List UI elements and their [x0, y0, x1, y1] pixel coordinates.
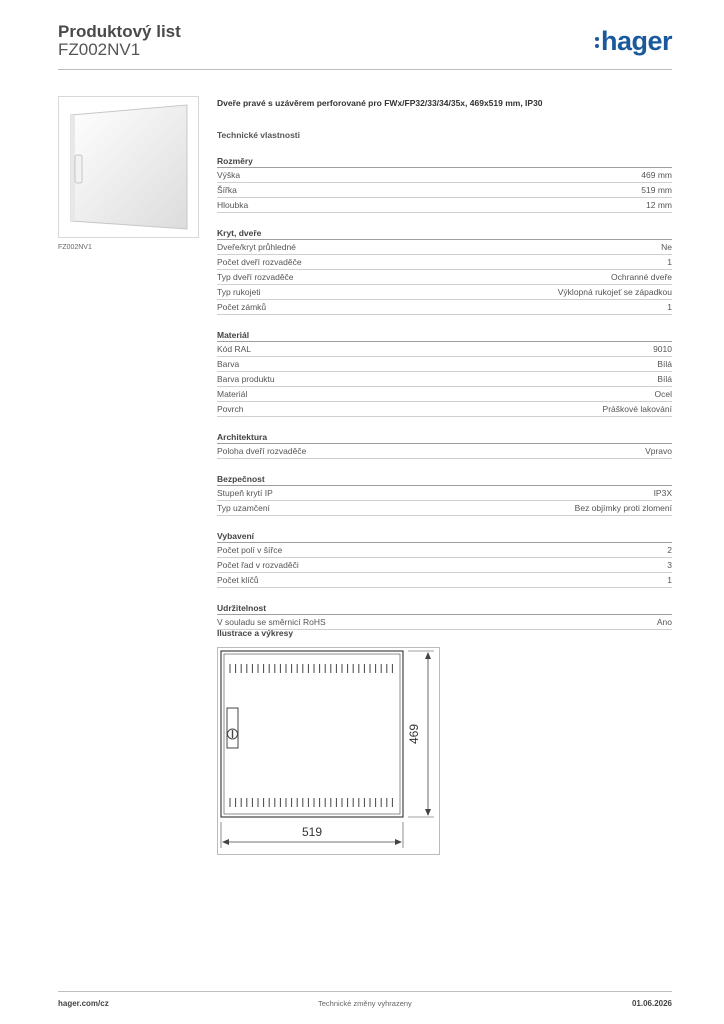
spec-section — [217, 602, 672, 630]
spec-label: Počet klíčů — [217, 575, 259, 585]
spec-row — [217, 168, 672, 183]
spec-value: 1 — [667, 302, 672, 312]
logo-text: hager — [600, 26, 672, 56]
spec-row — [217, 270, 672, 285]
height-dimension-label: 469 — [407, 723, 421, 745]
spec-content — [217, 96, 672, 630]
spec-label: Počet zámků — [217, 302, 267, 312]
spec-label: Typ rukojeti — [217, 287, 261, 297]
spec-value: 9010 — [653, 344, 672, 354]
spec-row — [217, 183, 672, 198]
spec-label: Počet polí v šířce — [217, 545, 283, 555]
spec-value: Bílá — [657, 359, 672, 369]
spec-row — [217, 402, 672, 417]
product-code: FZ002NV1 — [58, 40, 141, 59]
section-heading: Udržitelnost — [217, 602, 672, 615]
spec-row — [217, 501, 672, 516]
spec-value: Bez objímky proti zlomení — [574, 503, 672, 513]
spec-label: Barva — [217, 359, 240, 369]
spec-value: Ochranné dveře — [611, 272, 672, 282]
section-heading: Bezpečnost — [217, 473, 672, 486]
header-divider — [58, 69, 672, 70]
spec-label: Počet řad v rozvaděči — [217, 560, 299, 570]
spec-label: Hloubka — [217, 200, 249, 210]
spec-section — [217, 227, 672, 315]
spec-value: IP3X — [653, 488, 672, 498]
spec-row — [217, 357, 672, 372]
section-heading: Rozměry — [217, 155, 672, 168]
door-dimension-drawing — [218, 648, 439, 854]
spec-value: 1 — [667, 575, 672, 585]
spec-row — [217, 543, 672, 558]
section-heading: Materiál — [217, 329, 672, 342]
spec-row — [217, 558, 672, 573]
spec-label: Typ dveří rozvaděče — [217, 272, 294, 282]
spec-row — [217, 486, 672, 501]
spec-value: 1 — [667, 257, 672, 267]
spec-label: Barva produktu — [217, 374, 275, 384]
spec-label: V souladu se směrnicí RoHS — [217, 617, 326, 627]
spec-label: Počet dveří rozvaděče — [217, 257, 302, 267]
spec-row — [217, 444, 672, 459]
spec-row — [217, 255, 672, 270]
product-thumbnail — [58, 96, 199, 238]
door-thumbnail-image — [59, 97, 198, 237]
spec-row — [217, 573, 672, 588]
footer-website-link[interactable]: hager.com/cz — [58, 999, 109, 1008]
technical-drawing — [217, 647, 440, 855]
spec-label: Stupeň krytí IP — [217, 488, 273, 498]
spec-section — [217, 155, 672, 213]
drawing-heading: Ilustrace a výkresy — [217, 628, 294, 638]
width-dimension-label: 519 — [301, 825, 323, 839]
product-title: Dveře pravé s uzávěrem perforované pro FWx/FP32/33/34/35x, 469x519 mm, IP30 — [217, 98, 543, 108]
spec-label: Poloha dveří rozvaděče — [217, 446, 307, 456]
hager-logo[interactable] — [595, 26, 672, 57]
spec-row — [217, 285, 672, 300]
spec-value: Ano — [656, 617, 672, 627]
footer-divider — [58, 991, 672, 992]
section-heading: Architektura — [217, 431, 672, 444]
footer-disclaimer: Technické změny vyhrazeny — [318, 999, 412, 1008]
spec-row — [217, 372, 672, 387]
spec-section — [217, 530, 672, 588]
spec-sections — [217, 155, 672, 630]
spec-value: 12 mm — [646, 200, 672, 210]
spec-label: Typ uzamčení — [217, 503, 270, 513]
spec-row — [217, 240, 672, 255]
spec-row — [217, 198, 672, 213]
spec-label: Kód RAL — [217, 344, 252, 354]
tech-properties-heading: Technické vlastnosti — [217, 130, 300, 140]
spec-label: Dveře/kryt průhledné — [217, 242, 296, 252]
document-title: Produktový list — [58, 22, 181, 41]
spec-value: 2 — [667, 545, 672, 555]
spec-section — [217, 329, 672, 417]
spec-value: Vpravo — [645, 446, 672, 456]
spec-value: 3 — [667, 560, 672, 570]
spec-value: Práškové lakování — [602, 404, 672, 414]
spec-value: Ocel — [654, 389, 672, 399]
spec-label: Výška — [217, 170, 241, 180]
spec-row — [217, 387, 672, 402]
spec-row — [217, 342, 672, 357]
spec-label: Materiál — [217, 389, 248, 399]
spec-value: Výklopná rukojeť se západkou — [557, 287, 672, 297]
spec-row — [217, 300, 672, 315]
spec-label: Povrch — [217, 404, 244, 414]
spec-value: Ne — [661, 242, 672, 252]
footer-date: 01.06.2026 — [631, 999, 672, 1008]
spec-label: Šířka — [217, 185, 237, 195]
thumbnail-caption: FZ002NV1 — [58, 244, 92, 251]
section-heading: Kryt, dveře — [217, 227, 672, 240]
spec-value: 519 mm — [641, 185, 672, 195]
spec-value: 469 mm — [641, 170, 672, 180]
spec-value: Bílá — [657, 374, 672, 384]
logo-dots-icon — [595, 34, 599, 51]
section-heading: Vybavení — [217, 530, 672, 543]
spec-section — [217, 473, 672, 516]
spec-section — [217, 431, 672, 459]
